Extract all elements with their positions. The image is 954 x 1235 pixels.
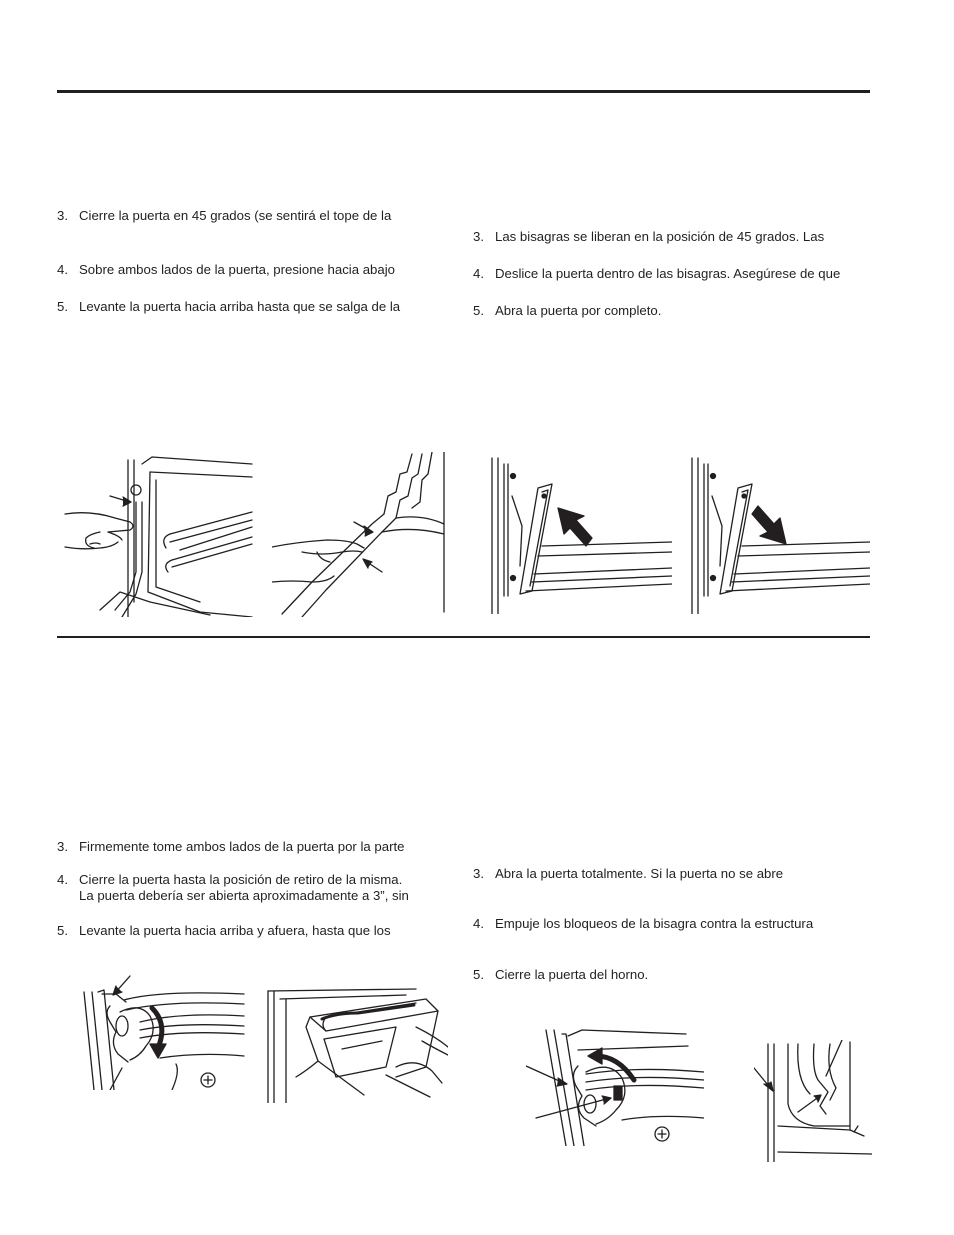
hinge-lock-side-illustration bbox=[754, 1040, 872, 1162]
step-text: Abra la puerta por completo. bbox=[495, 303, 662, 318]
step-text: Cierre la puerta del horno. bbox=[495, 967, 649, 982]
step-text: Levante la puerta hacia arriba y afuera, hasta que los bbox=[79, 923, 391, 938]
step-text: Firmemente tome ambos lados de la puerta por la parte bbox=[79, 839, 405, 854]
step-number: 4. bbox=[473, 266, 484, 281]
step-text: Levante la puerta hacia arriba hasta que se salga de la bbox=[79, 299, 401, 314]
hinge-lock-push-illustration bbox=[526, 1026, 704, 1146]
hand-lifting-door-illustration bbox=[272, 452, 450, 617]
hinge-lock-closeup-illustration bbox=[80, 972, 248, 1090]
step-number: 5. bbox=[473, 303, 484, 318]
door-lift-off-illustration bbox=[266, 987, 448, 1103]
step-number: 3. bbox=[57, 208, 68, 223]
step-text: Empuje los bloqueos de la bisagra contra la estructura bbox=[495, 916, 814, 931]
hand-pressing-hinge-illustration bbox=[60, 452, 255, 617]
hinge-arrow-in-illustration bbox=[490, 456, 672, 614]
step-number: 5. bbox=[473, 967, 484, 982]
step-number: 5. bbox=[57, 923, 68, 938]
step-number: 4. bbox=[473, 916, 484, 931]
middle-section-rule bbox=[57, 636, 870, 638]
step-number: 4. bbox=[57, 872, 68, 887]
step-text: Deslice la puerta dentro de las bisagras. Asegúrese de que bbox=[495, 266, 841, 281]
step-number: 4. bbox=[57, 262, 68, 277]
step-text: Las bisagras se liberan en la posición de 45 grados. Las bbox=[495, 229, 825, 244]
step-text: Abra la puerta totalmente. Si la puerta no se abre bbox=[495, 866, 784, 881]
step-number: 3. bbox=[57, 839, 68, 854]
step-number: 3. bbox=[473, 866, 484, 881]
step-text: Sobre ambos lados de la puerta, presione hacia abajo bbox=[79, 262, 395, 277]
top-section-rule bbox=[57, 90, 870, 93]
step-text-continued: La puerta debería ser abierta aproximadamente a 3”, sin bbox=[79, 888, 409, 903]
step-number: 3. bbox=[473, 229, 484, 244]
step-number: 5. bbox=[57, 299, 68, 314]
hinge-arrow-out-illustration bbox=[690, 456, 870, 614]
step-text: Cierre la puerta en 45 grados (se sentirá el tope de la bbox=[79, 208, 392, 223]
step-text: Cierre la puerta hasta la posición de retiro de la misma. bbox=[79, 872, 403, 887]
